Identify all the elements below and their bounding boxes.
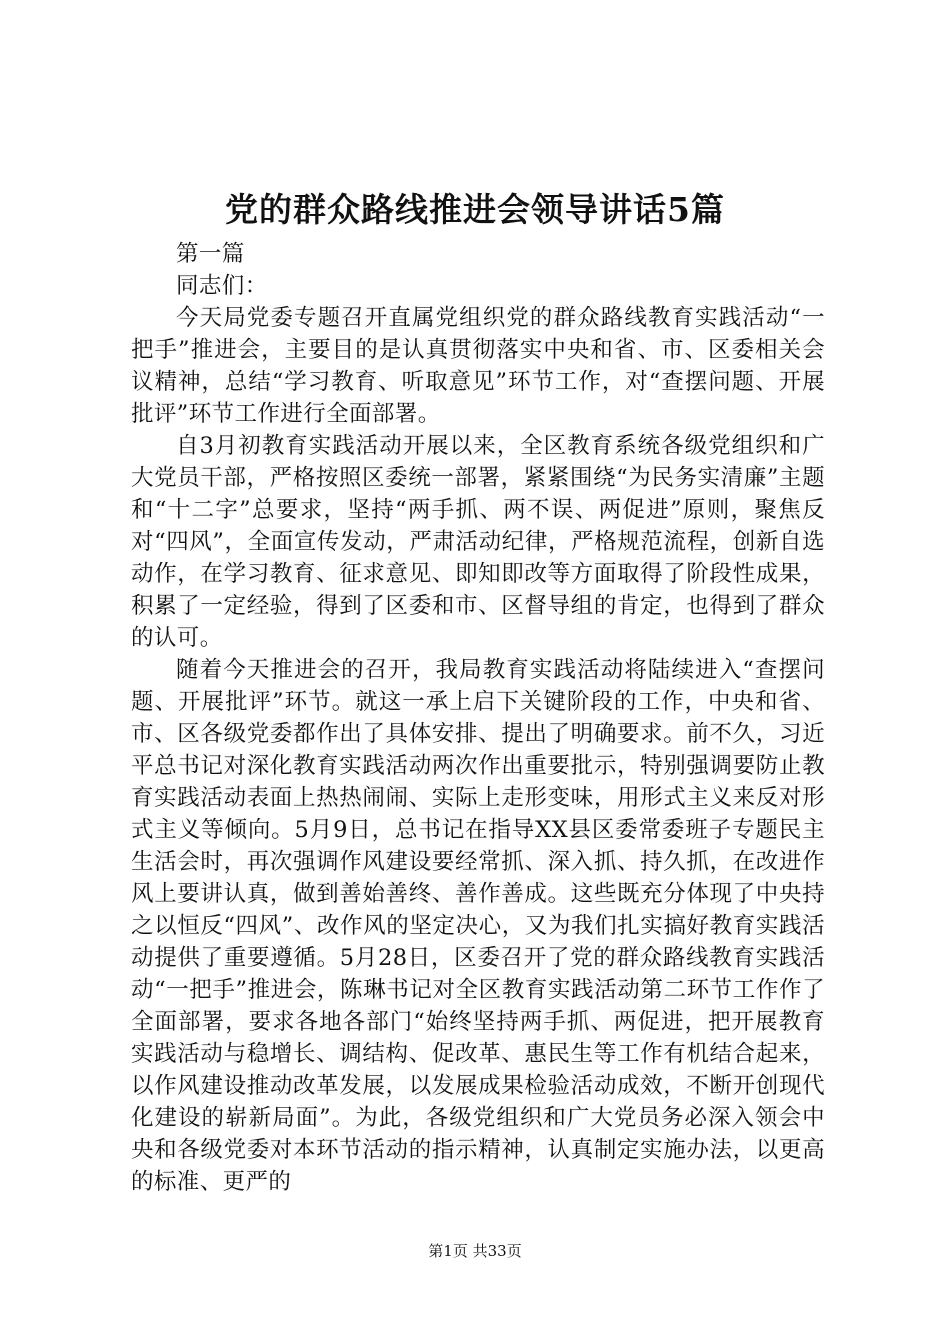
document-body <box>131 238 825 1198</box>
paragraph-2: 自3月初教育实践活动开展以来，全区教育系统各级党组织和广大党员干部，严格按照区委统一部署，紧紧围绕“为民务实清廉”主题和“十二字”总要求，坚持“两手抓、两不误、两促进”原则，聚焦反对“四风”，全面宣传发动，严肃活动纪律，严格规范流程，创新自选动作，在学习教育、征求意见、即知即改等方面取得了阶段性成果，积累了一定经验，得到了区委和市、区督导组的肯定，也得到了群众的认可。 <box>131 433 825 651</box>
paragraph-1: 今天局党委专题召开直属党组织党的群众路线教育实践活动“一把手”推进会，主要目的是认真贯彻落实中央和省、市、区委相关会议精神，总结“学习教育、听取意见”环节工作，对“查摆问题、开展批评”环节工作进行全面部署。 <box>131 305 825 427</box>
document-title: 党的群众路线推进会领导讲话5篇 <box>225 190 725 229</box>
salutation: 同志们： <box>176 273 268 299</box>
paragraph-3: 随着今天推进会的召开，我局教育实践活动将陆续进入“查摆问题、开展批评”环节。就这一承上启下关键阶段的工作，中央和省、市、区各级党委都作出了具体安排、提出了明确要求。前不久，习近平总书记对深化教育实践活动两次作出重要批示，特别强调要防止教育实践活动表面上热热闹闹、实际上走形变味，用形式主义来反对形式主义等倾向。5月9日，总书记在指导XX县区委常委班子专题民主生活会时，再次强调作风建设要经常抓、深入抓、持久抓，在改进作风上要讲认真，做到善始善终、善作善成。这些既充分体现了中央持之以恒反“四风”、改作风的坚定决心，又为我们扎实搞好教育实践活动提供了重要遵循。5月28日，区委召开了党的群众路线教育实践活动“一把手”推进会，陈琳书记对全区教育实践活动第二环节工作作了全面部署，要求各地各部门“始终坚持两手抓、两促进，把开展教育实践活动与稳增长、调结构、促改革、惠民生等工作有机结合起来，以作风建设推动改革发展，以发展成果检验活动成效，不断开创现代化建设的崭新局面”。为此，各级党组织和广大党员务必深入领会中央和各级党委对本环节活动的指示精神，认真制定实施办法，以更高的标准、更严的 <box>131 657 825 1195</box>
page-footer: 第1页 共33页 <box>428 1242 522 1260</box>
section-heading: 第一篇 <box>176 241 245 267</box>
